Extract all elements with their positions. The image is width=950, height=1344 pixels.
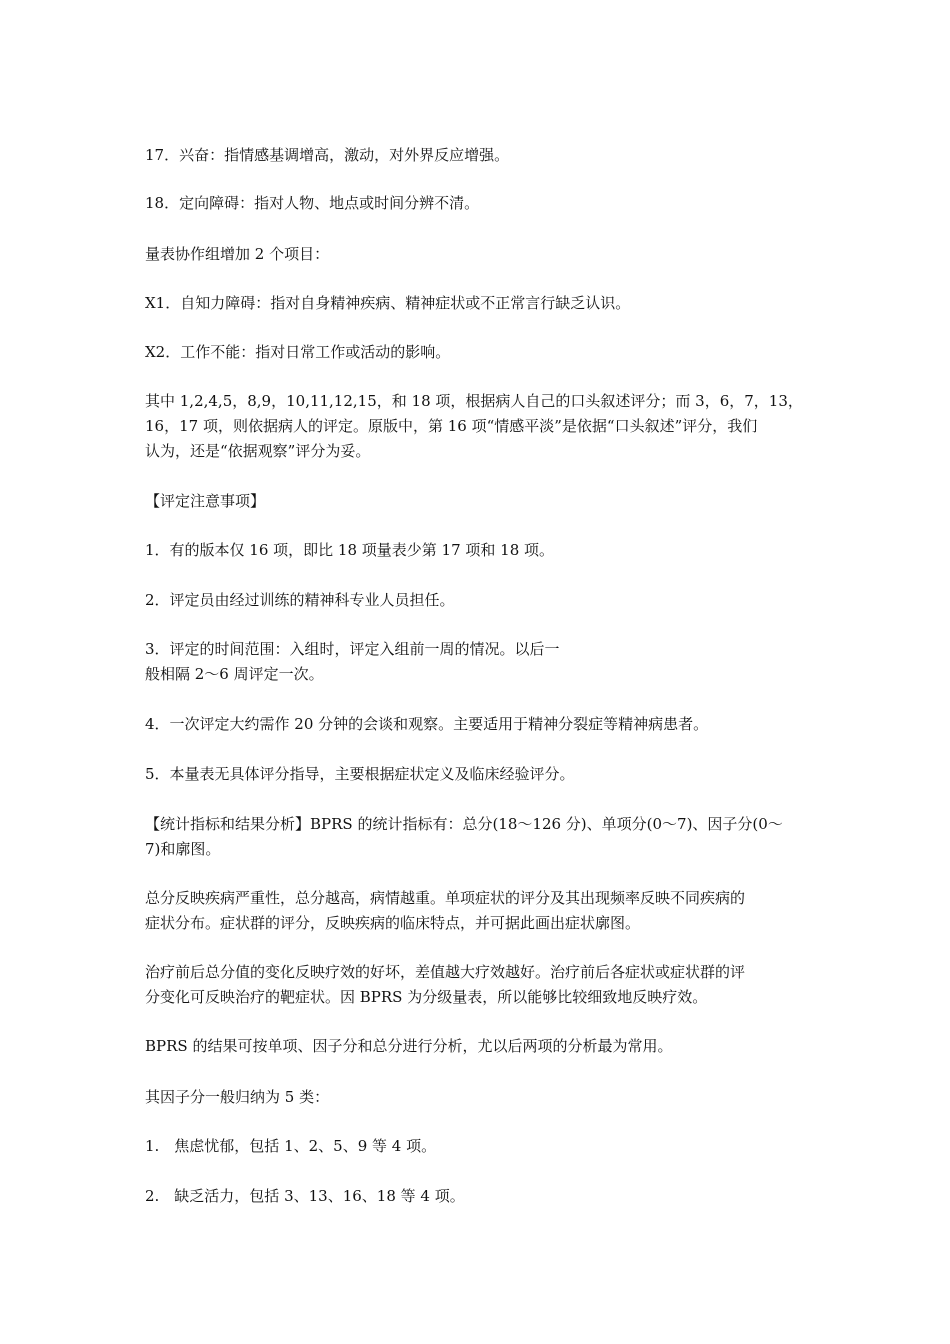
text-line: 18．定向障碍：指对人物、地点或时间分辨不清。 <box>145 194 480 212</box>
text-line: 【统计指标和结果分析】BPRS 的统计指标有：总分(18～126 分)、单项分(0～7)、因子分(0～ <box>145 815 783 833</box>
text-line: 2．评定员由经过训练的精神科专业人员担任。 <box>145 591 455 609</box>
text-line: 16，17 项，则依据病人的评定。原版中，第 16 项“情感平淡”是依据“口头叙述”评分，我们 <box>145 417 758 435</box>
paragraph-note-3 <box>145 637 813 687</box>
paragraph-total-score <box>145 886 813 936</box>
section-heading-notes <box>145 489 813 514</box>
paragraph-statistics <box>145 812 813 862</box>
paragraph-analysis <box>145 1034 813 1059</box>
paragraph-note-2 <box>145 588 813 613</box>
text-line: 其因子分一般归纳为 5 类： <box>145 1088 330 1106</box>
text-line: 症状分布。症状群的评分，反映疾病的临床特点，并可据此画出症状廓图。 <box>145 914 641 932</box>
paragraph-note-5 <box>145 762 813 787</box>
paragraph-factor-intro <box>145 1085 813 1110</box>
text-line: 7)和廓图。 <box>145 840 221 858</box>
paragraph-item-x1 <box>145 291 813 316</box>
paragraph-added-items-intro <box>145 242 813 267</box>
paragraph-item-x2 <box>145 340 813 365</box>
paragraph-scoring-basis <box>145 389 813 464</box>
text-line: 量表协作组增加 2 个项目： <box>145 245 330 263</box>
text-line: X2．工作不能：指对日常工作或活动的影响。 <box>145 343 451 361</box>
text-line: 治疗前后总分值的变化反映疗效的好坏，差值越大疗效越好。治疗前后各症状或症状群的评 <box>145 963 746 981</box>
text-line: 5．本量表无具体评分指导，主要根据症状定义及临床经验评分。 <box>145 765 575 783</box>
paragraph-factor-2 <box>145 1184 813 1209</box>
text-line: 17．兴奋：指情感基调增高，激动，对外界反应增强。 <box>145 146 510 164</box>
text-line: 总分反映疾病严重性，总分越高，病情越重。单项症状的评分及其出现频率反映不同疾病的 <box>145 889 746 907</box>
text-line: BPRS 的结果可按单项、因子分和总分进行分析，尤以后两项的分析最为常用。 <box>145 1037 673 1055</box>
text-line: 2. 缺乏活力，包括 3、13、16、18 等 4 项。 <box>145 1187 465 1205</box>
paragraph-factor-1 <box>145 1134 813 1159</box>
text-line: 分变化可反映治疗的靶症状。因 BPRS 为分级量表，所以能够比较细致地反映疗效。 <box>145 988 708 1006</box>
text-line: X1．自知力障碍：指对自身精神疾病、精神症状或不正常言行缺乏认识。 <box>145 294 631 312</box>
text-line: 其中 1,2,4,5，8,9，10,11,12,15，和 18 项，根据病人自己的口头叙述评分；而 3，6，7，13， <box>145 392 803 410</box>
paragraph-note-4 <box>145 712 813 737</box>
text-line: 1．有的版本仅 16 项，即比 18 项量表少第 17 项和 18 项。 <box>145 541 555 559</box>
text-line: 3．评定的时间范围：入组时，评定入组前一周的情况。以后一 <box>145 640 560 658</box>
text-line: 4．一次评定大约需作 20 分钟的会谈和观察。主要适用于精神分裂症等精神病患者。 <box>145 715 709 733</box>
text-line: 【评定注意事项】 <box>145 492 266 510</box>
paragraph-note-1 <box>145 538 813 563</box>
text-line: 1. 焦虑忧郁，包括 1、2、5、9 等 4 项。 <box>145 1137 437 1155</box>
paragraph-item-18 <box>145 191 813 216</box>
text-line: 认为，还是“依据观察”评分为妥。 <box>145 442 371 460</box>
paragraph-treatment-effect <box>145 960 813 1010</box>
text-line: 般相隔 2～6 周评定一次。 <box>145 665 324 683</box>
paragraph-item-17 <box>145 143 813 168</box>
